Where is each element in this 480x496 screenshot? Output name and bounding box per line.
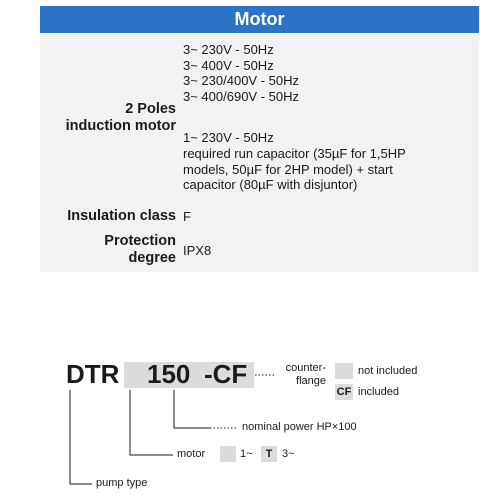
value-line: IPX8 bbox=[183, 243, 212, 258]
cf-box: CF bbox=[336, 386, 352, 398]
included-label: included bbox=[358, 386, 399, 398]
code-power: 150 bbox=[147, 359, 191, 389]
value-line: 1~ 230V - 50Hz bbox=[183, 130, 274, 146]
code-suffix: -CF bbox=[204, 359, 248, 389]
motor-single-label: 1~ bbox=[240, 448, 253, 460]
value-line: models, 50µF for 2HP model) + start bbox=[183, 161, 393, 177]
counter-flange-label bbox=[280, 362, 326, 388]
not-included-label: not included bbox=[358, 365, 418, 377]
label-line: Insulation class bbox=[67, 208, 176, 224]
spec-label-insulation bbox=[40, 208, 176, 225]
value-line: F bbox=[183, 209, 191, 224]
value-line: required run capacitor (35µF for 1,5HP bbox=[183, 145, 406, 161]
label-line: Protection bbox=[104, 233, 176, 249]
nominal-power-label: nominal power HP×100 bbox=[242, 421, 357, 433]
label-line: degree bbox=[128, 250, 176, 266]
value-line bbox=[183, 104, 406, 120]
spec-label-protection bbox=[40, 233, 176, 267]
label-line: 2 Poles bbox=[125, 101, 176, 117]
spec-row-protection bbox=[40, 230, 479, 274]
spec-label-motor-type bbox=[40, 101, 176, 135]
value-line: capacitor (80µF with disjuntor) bbox=[183, 177, 358, 193]
value-line: 3~ 230/400V - 50Hz bbox=[183, 73, 299, 89]
code-prefix: DTR bbox=[66, 359, 120, 389]
value-line: 3~ 400/690V - 50Hz bbox=[183, 88, 299, 104]
spec-value-motor-type bbox=[183, 42, 406, 193]
code-blank-box bbox=[124, 362, 144, 388]
pump-type-label: pump type bbox=[96, 477, 148, 489]
label-line: flange bbox=[296, 375, 326, 387]
section-header bbox=[40, 6, 479, 33]
label-line: counter- bbox=[285, 362, 326, 374]
spec-row-insulation bbox=[40, 204, 479, 232]
value-line: 3~ 400V - 50Hz bbox=[183, 57, 274, 73]
label-line: induction motor bbox=[65, 118, 176, 134]
motor-single-swatch bbox=[220, 446, 236, 462]
not-included-swatch bbox=[335, 363, 353, 379]
motor-three-label: 3~ bbox=[282, 448, 295, 460]
motor-t-box: T bbox=[261, 446, 277, 462]
value-line: 3~ 230V - 50Hz bbox=[183, 42, 274, 57]
spec-value-insulation bbox=[183, 209, 191, 225]
motor-label: motor bbox=[177, 448, 206, 460]
section-title: Motor bbox=[234, 9, 285, 29]
spec-value-protection bbox=[183, 243, 211, 259]
spec-row-motor-type bbox=[40, 34, 479, 206]
